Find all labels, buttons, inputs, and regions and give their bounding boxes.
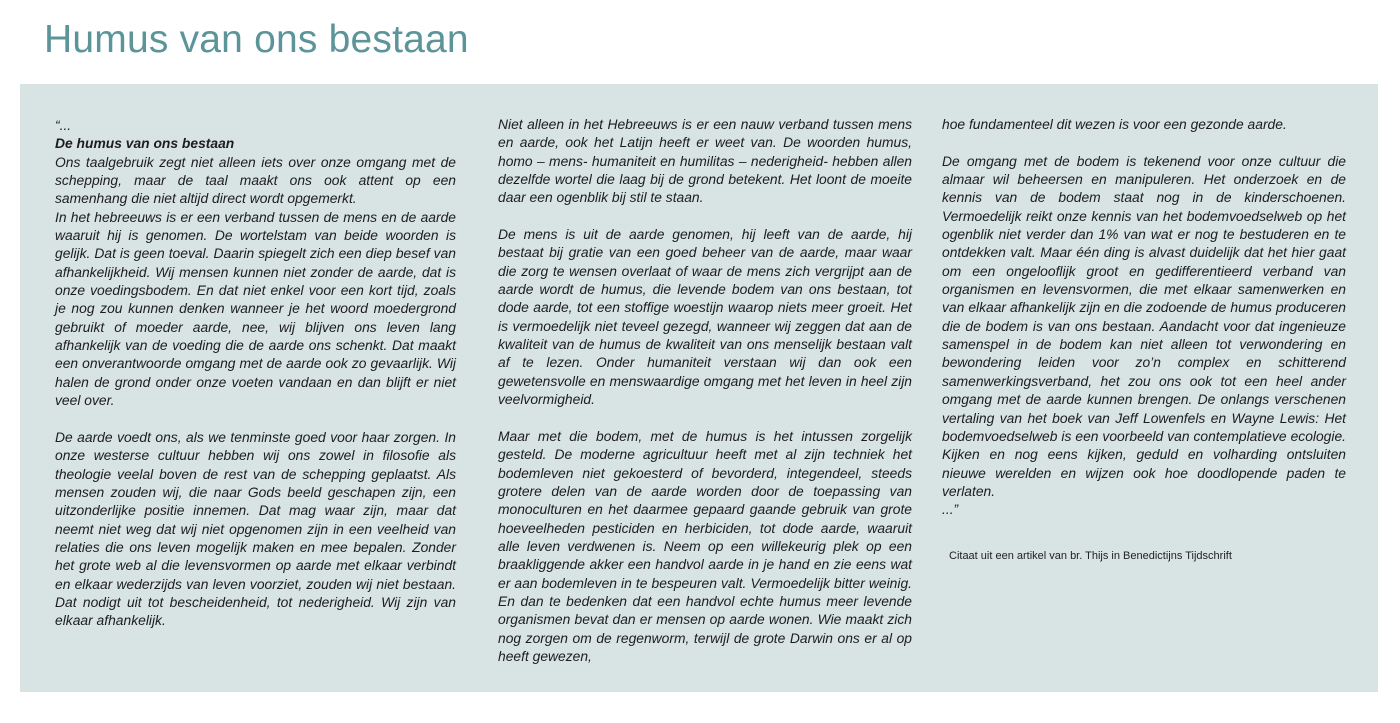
paragraph: De mens is uit de aarde genomen, hij leeft van de aarde, hij bestaat bij gratie van een goed beheer van de aarde, maar waar die zorg te wensen overlaat of waar de mens zich vergrijpt aan de aarde wordt de humus, die levende bodem van ons bestaan, tot dode aarde, tot een stoffige woestijn waarop niets meer groeit. Het is vermoedelijk niet teveel gezegd, wanneer wij zeggen dat aan de kwaliteit van de humus de kwaliteit van ons menselijk bestaan valt af te lezen. Onder humaniteit verstaan wij dan ook een gewetensvolle en menswaardige omgang met het leven in heel zijn veelvormigheid. <box>498 226 912 408</box>
paragraph: De omgang met de bodem is tekenend voor onze cultuur die almaar wil beheersen en manipuleren. Het onderzoek en de kennis van de bodem staat nog in de kinderschoenen. Vermoedelijk reikt onze kennis van het bodemvoedselweb op het ogenblik niet verder dan 1% van wat er nog te bestuderen en te ontdekken valt. Maar één ding is alvast duidelijk dat het hier gaat om een ongelooflijk groot en gedifferentieerd verband van organismen en levensvormen, die met elkaar samenwerken en van elkaar afhankelijk zijn en die zodoende de humus produceren die de bodem is van ons bestaan. Aandacht voor dat ingenieuze samenspel in de bodem kan niet alleen tot verwondering en bewondering leiden voor zo’n complex en schitterend samenwerkingsverband, het zou ons ook tot een heel ander omgang met de aarde kunnen brengen. De onlangs verschenen vertaling van het boek van Jeff Lowenfels en Wayne Lewis: Het bodemvoedselweb is een voorbeeld van contemplatieve ecologie. Kijken en nog eens kijken, geduld en volharding ontsluiten nieuwe werelden en wijzen ook hoe doodlopende paden te verlaten. <box>942 152 1346 499</box>
paragraph: Niet alleen in het Hebreeuws is er een nauw verband tussen mens en aarde, ook het Latijn heeft er weet van. De woorden humus, homo – mens- humaniteit en humilitas – nederigheid- hebben allen dezelfde wortel die laag bij de grond betekent. Het loont de moeite daar een ogenblik bij stil te staan. <box>498 116 912 206</box>
paragraph: hoe fundamenteel dit wezen is voor een gezonde aarde. <box>942 116 1287 132</box>
opening-quote: “... <box>55 117 72 133</box>
article-column-1 <box>55 116 456 630</box>
closing-quote: ...” <box>942 501 959 518</box>
article-heading: De humus van ons bestaan <box>55 135 235 152</box>
paragraph: De aarde voedt ons, als we tenminste goed voor haar zorgen. In onze westerse cultuur hebben wij ons zowel in filosofie als theologie veelal boven de rest van de schepping geplaatst. Als mensen zouden wij, die naar Gods beeld geschapen zijn, een uitzonderlijke positie innemen. Dat mag waar zijn, maar dat neemt niet weg dat wij niet opgenomen zijn in een veelheid van relaties die ons leven mogelijk maken en mee bepalen. Zonder het grote web al die levensvormen op aarde met elkaar verbindt en elkaar wederzijds van leven voorziet, zouden wij niet bestaan. Dat nodigt uit tot bescheidenheid, tot nederigheid. Wij zijn van elkaar afhankelijk. <box>55 428 456 629</box>
paragraph: Maar met die bodem, met de humus is het intussen zorgelijk gesteld. De moderne agricultuur heeft met al zijn techniek het bodemleven niet gekoesterd of bevorderd, integendeel, steeds grotere delen van de aarde worden door de toepassing van monoculturen en het daarmee gepaard gaande gebruik van grote hoeveelheden pesticiden en herbiciden, tot dode aarde, waaruit alle leven verdwenen is. Neem op een willekeurig plek op een braakliggende akker een handvol aarde in je hand en zie eens wat er aan bodemleven in te bespeuren valt. Vermoedelijk bitter weinig. En dan te bedenken dat een handvol echte humus meer levende organismen bevat dan er mensen op aarde wonen. Wie maakt zich nog zorgen om de regenworm, terwijl de grote Darwin ons er al op heeft gewezen, <box>498 427 912 664</box>
article-panel <box>20 84 1378 692</box>
article-column-3 <box>942 115 1346 519</box>
citation: Citaat uit een artikel van br. Thijs in Benedictijns Tijdschrift <box>949 550 1232 562</box>
paragraph: Ons taalgebruik zegt niet alleen iets over onze omgang met de schepping, maar de taal maakt ons ook attent op een samenhang die niet altijd direct wordt opgemerkt. <box>55 153 456 207</box>
article-column-2 <box>498 115 912 665</box>
page-title: Humus van ons bestaan <box>44 18 469 61</box>
paragraph: In het hebreeuws is er een verband tussen de mens en de aarde waaruit hij is genomen. De wortelstam van beide woorden is gelijk. Dat is geen toeval. Daarin spiegelt zich een diep besef van afhankelijkheid. Wij mensen kunnen niet zonder de aarde, dat is onze voedingsbodem. En dat niet enkel voor een kort tijd, zoals je nog zou kunnen denken wanneer je het woord moedergrond gebruikt of moeder aarde, nee, wij blijven ons leven lang afhankelijk van de voeding die de aarde ons schenkt. Dat maakt een onverantwoorde omgang met de aarde ook zo gevaarlijk. Wij halen de grond onder onze voeten vandaan en dan blijft er niet veel over. <box>55 208 456 409</box>
